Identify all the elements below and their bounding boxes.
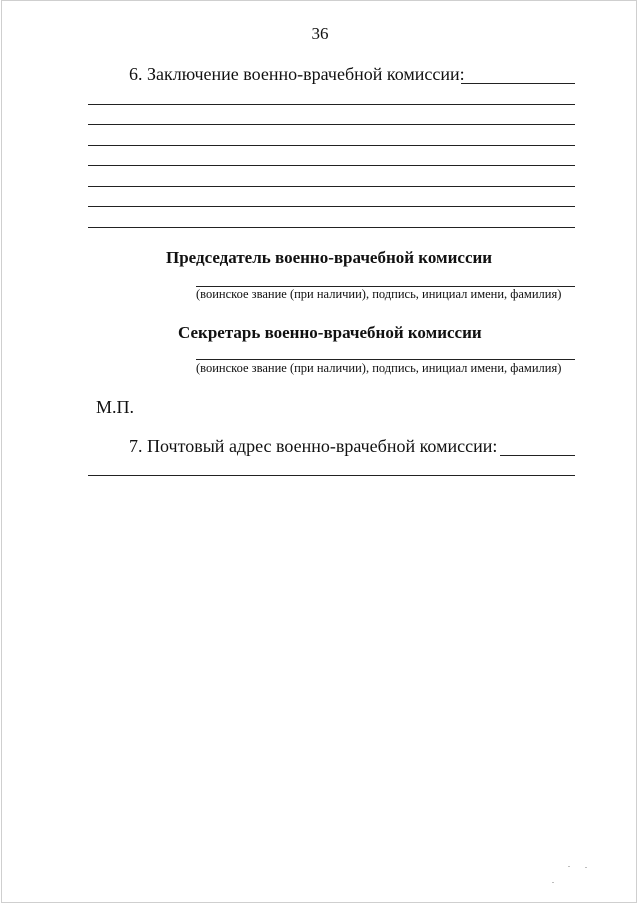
secretary-title: Секретарь военно-врачебной комиссии (178, 323, 482, 342)
conclusion-line (88, 124, 575, 125)
section-7-fill-line (500, 455, 575, 456)
secretary-signature-caption: (воинское звание (при наличии), подпись, инициал имени, фамилия) (196, 361, 562, 375)
scan-speck (552, 882, 554, 883)
section-6-heading: 6. Заключение военно-врачебной комиссии: (129, 64, 465, 84)
conclusion-line (88, 206, 575, 207)
stamp-place-label: М.П. (96, 397, 135, 417)
section-7-heading: 7. Почтовый адрес военно-врачебной комиссии: (129, 436, 498, 456)
address-line (88, 475, 575, 476)
section-6-fill-line (461, 83, 575, 84)
conclusion-line (88, 227, 575, 228)
conclusion-line (88, 104, 575, 105)
scan-speck (568, 866, 570, 867)
page-number: 36 (311, 24, 329, 43)
conclusion-line (88, 186, 575, 187)
chairman-title: Председатель военно-врачебной комиссии (166, 248, 493, 267)
conclusion-line (88, 145, 575, 146)
scan-speck (585, 867, 587, 868)
conclusion-line (88, 165, 575, 166)
secretary-signature-line (196, 359, 575, 360)
chairman-signature-caption: (воинское звание (при наличии), подпись, инициал имени, фамилия) (196, 287, 562, 301)
